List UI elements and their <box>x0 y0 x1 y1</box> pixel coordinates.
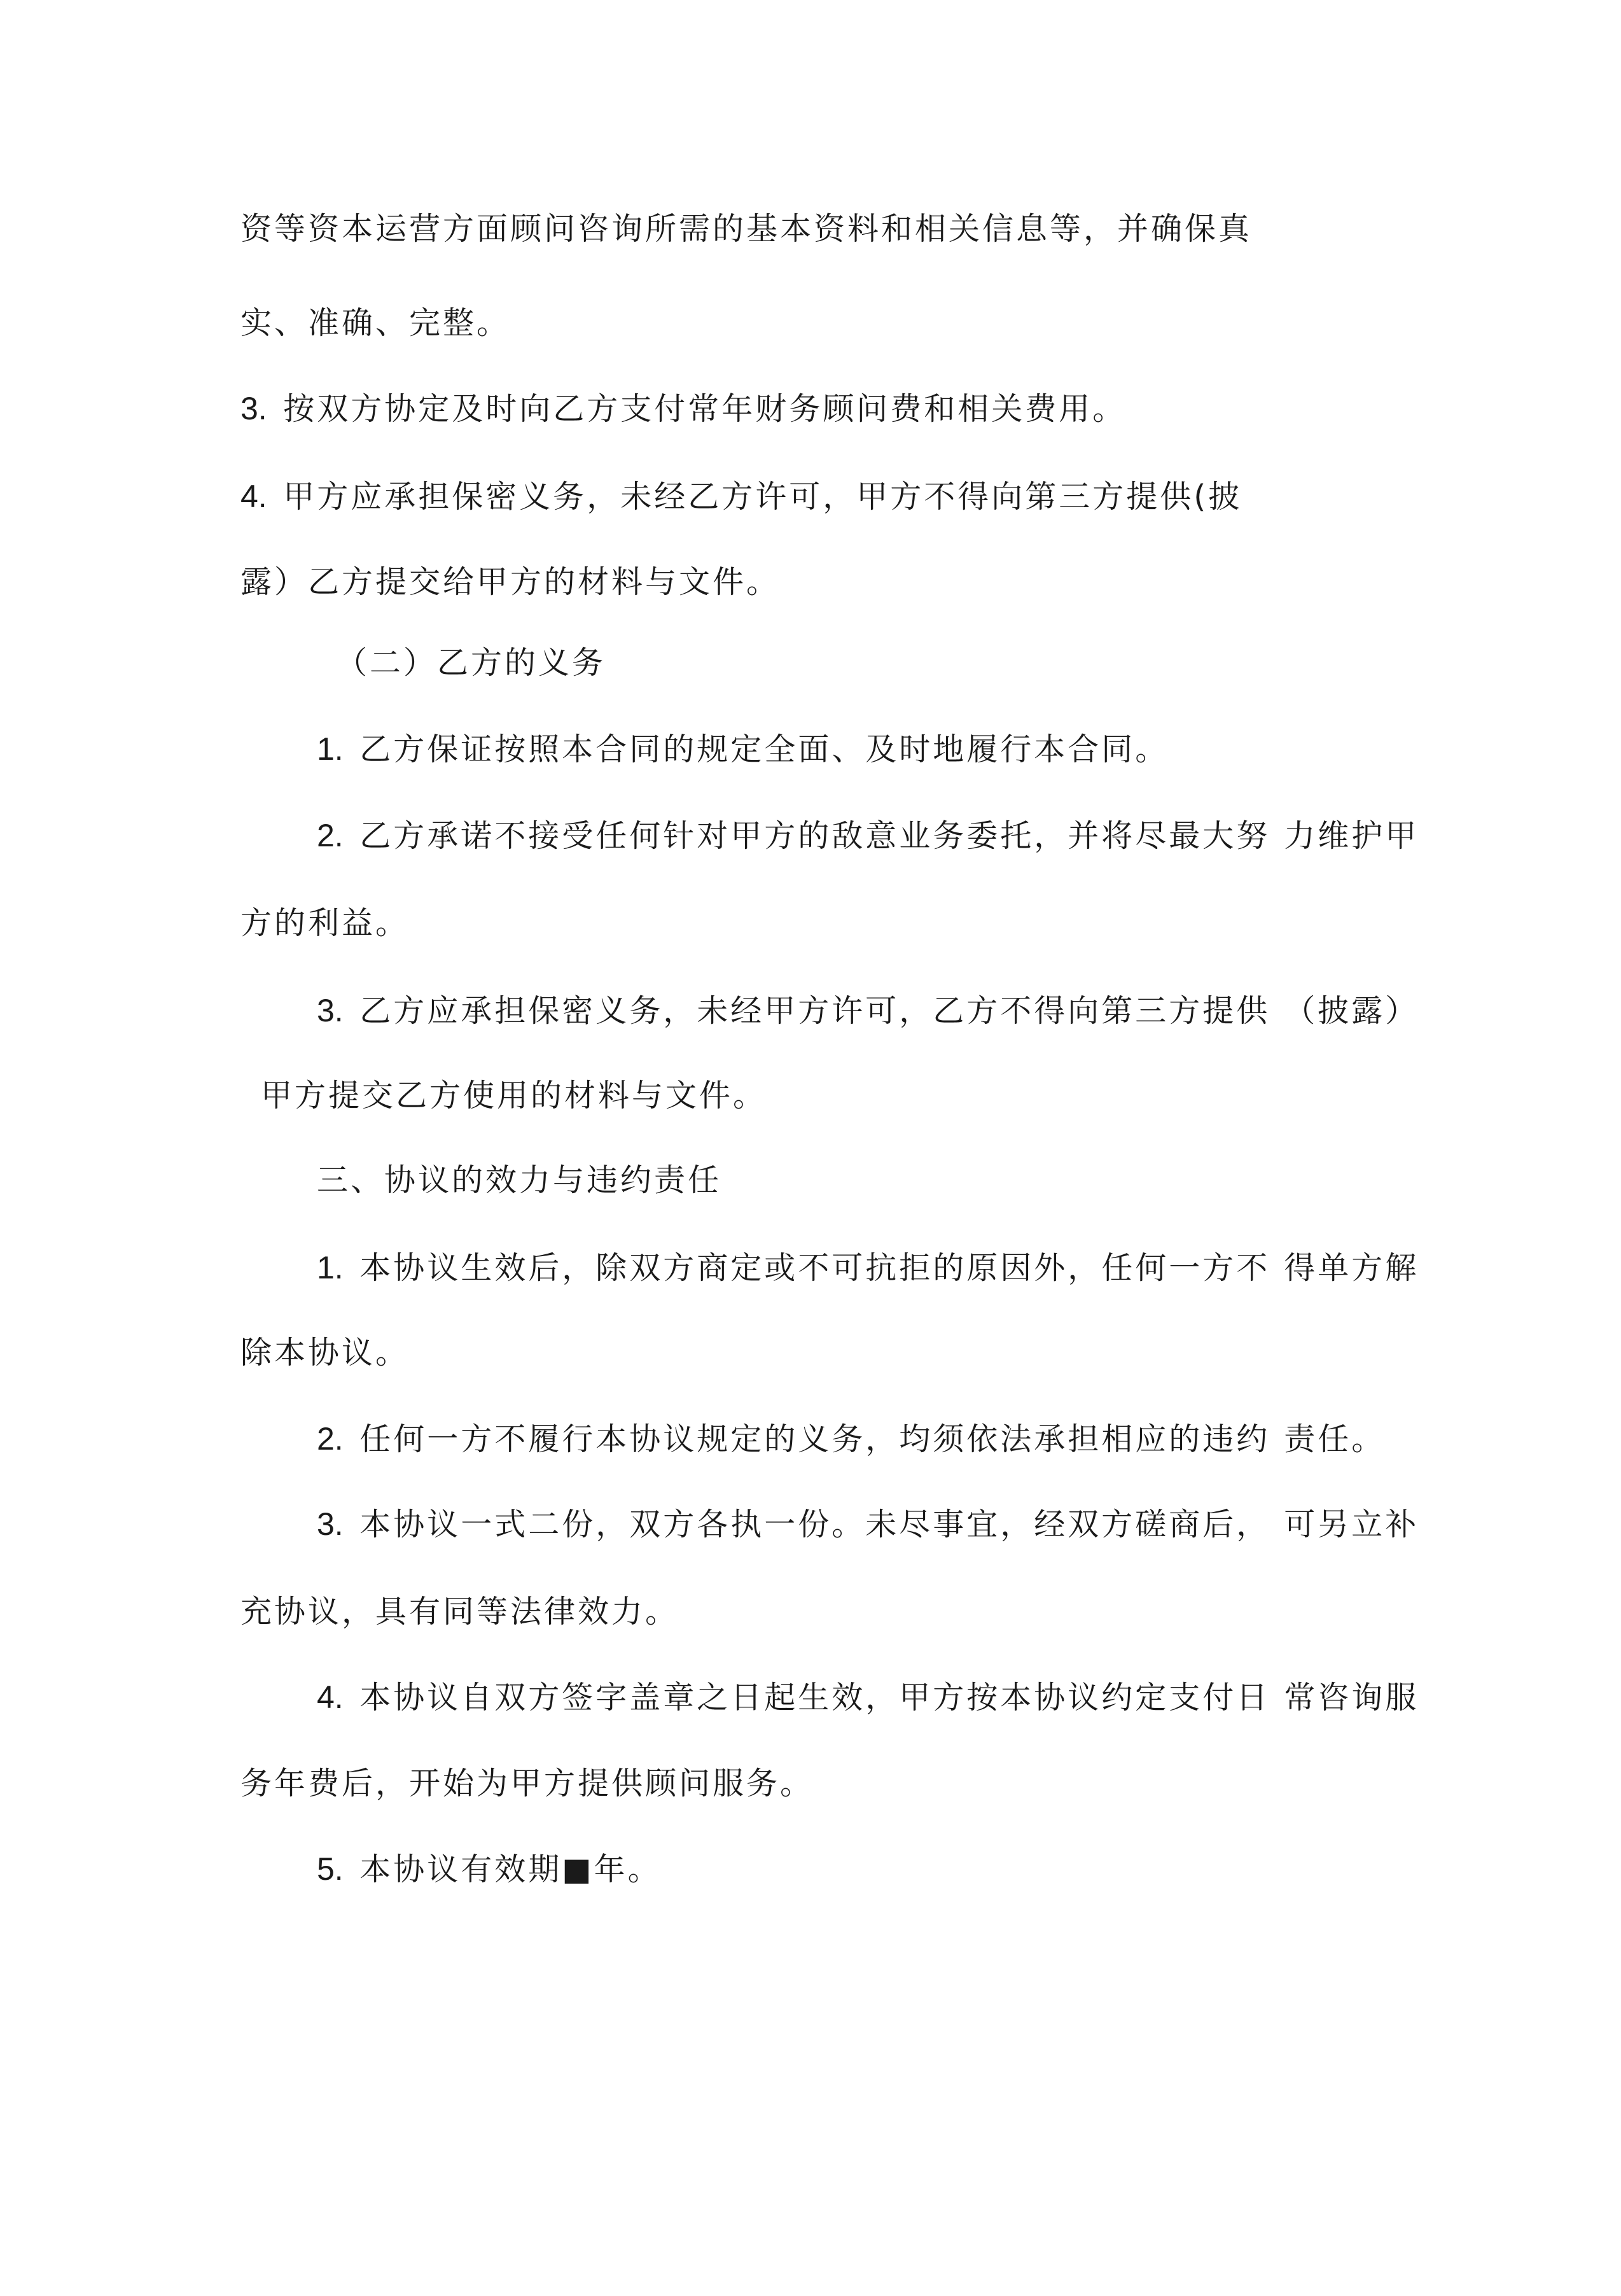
paragraph-line <box>240 904 409 942</box>
line-text: 乙方保证按照本合同的规定全面、及时地履行本合同。 <box>359 731 1169 767</box>
paragraph-line <box>240 1334 409 1372</box>
line-text: 任何一方不履行本协议规定的义务，均须依法承担相应的违约 <box>359 1421 1270 1457</box>
heading-text: （二）乙方的义务 <box>336 645 606 681</box>
line-text: 除本协议。 <box>240 1334 410 1371</box>
item-number: 4. <box>317 1679 344 1715</box>
line-text-continued: 力维护甲 <box>1284 818 1419 854</box>
line-text: 甲方提交乙方使用的材料与文件。 <box>261 1077 767 1114</box>
paragraph-line <box>240 563 780 601</box>
line-text: 方的利益。 <box>240 905 410 941</box>
list-item <box>317 991 1419 1030</box>
item-number: 1. <box>317 1250 344 1285</box>
list-item <box>240 389 1126 428</box>
line-text: 本协议自双方签字盖章之日起生效，甲方按本协议约定支付日 <box>359 1679 1270 1716</box>
line-text: 露）乙方提交给甲方的材料与文件。 <box>240 564 781 600</box>
paragraph-line <box>261 1077 767 1115</box>
line-text: 乙方应承担保密义务，未经甲方许可，乙方不得向第三方提供 <box>359 993 1270 1029</box>
paragraph-line <box>240 1765 814 1803</box>
paragraph-line <box>240 1593 679 1631</box>
list-item <box>317 1505 1419 1544</box>
list-item <box>317 730 1169 769</box>
paragraph-line <box>240 210 1252 248</box>
list-item <box>317 1249 1419 1287</box>
list-item <box>240 477 1242 516</box>
heading-text: 三、协议的效力与违约责任 <box>317 1162 722 1198</box>
list-item <box>317 816 1419 855</box>
line-text: 乙方承诺不接受任何针对甲方的敌意业务委托，并将尽最大努 <box>359 818 1270 854</box>
line-text: 实、准确、完整。 <box>240 305 511 341</box>
line-text: 充协议，具有同等法律效力。 <box>240 1593 679 1630</box>
paragraph-line <box>240 304 510 342</box>
section-heading <box>317 1161 721 1200</box>
list-item <box>317 1850 662 1889</box>
item-number: 3. <box>240 391 267 426</box>
line-text: 本协议生效后，除双方商定或不可抗拒的原因外，任何一方不 <box>359 1250 1270 1286</box>
list-item <box>317 1420 1385 1459</box>
item-number: 4. <box>240 479 267 514</box>
line-text-continued: 得单方解 <box>1284 1250 1419 1286</box>
line-text-continued: 责任。 <box>1284 1421 1386 1457</box>
item-number: 5. <box>317 1851 344 1887</box>
line-text: 资等资本运营方面顾问咨询所需的基本资料和相关信息等，并确保真 <box>240 211 1253 247</box>
item-number: 2. <box>317 818 344 853</box>
line-text: 甲方应承担保密义务，未经乙方许可，甲方不得向第三方提供(披 <box>283 479 1242 515</box>
item-number: 3. <box>317 993 344 1028</box>
line-text: 务年费后，开始为甲方提供顾问服务。 <box>240 1765 814 1802</box>
section-heading <box>336 644 606 682</box>
line-text: 本协议有效期■年。 <box>359 1851 662 1887</box>
line-text-continued: 常咨询服 <box>1284 1679 1419 1716</box>
line-text: 本协议一式二份，双方各执一份。未尽事宜，经双方磋商后， <box>359 1506 1270 1543</box>
line-text: 按双方协定及时向乙方支付常年财务顾问费和相关费用。 <box>283 391 1127 427</box>
item-number: 2. <box>317 1421 344 1457</box>
list-item <box>317 1678 1419 1717</box>
line-text-continued: （披露） <box>1284 993 1419 1029</box>
item-number: 1. <box>317 731 344 767</box>
item-number: 3. <box>317 1506 344 1542</box>
line-text-continued: 可另立补 <box>1284 1506 1419 1543</box>
